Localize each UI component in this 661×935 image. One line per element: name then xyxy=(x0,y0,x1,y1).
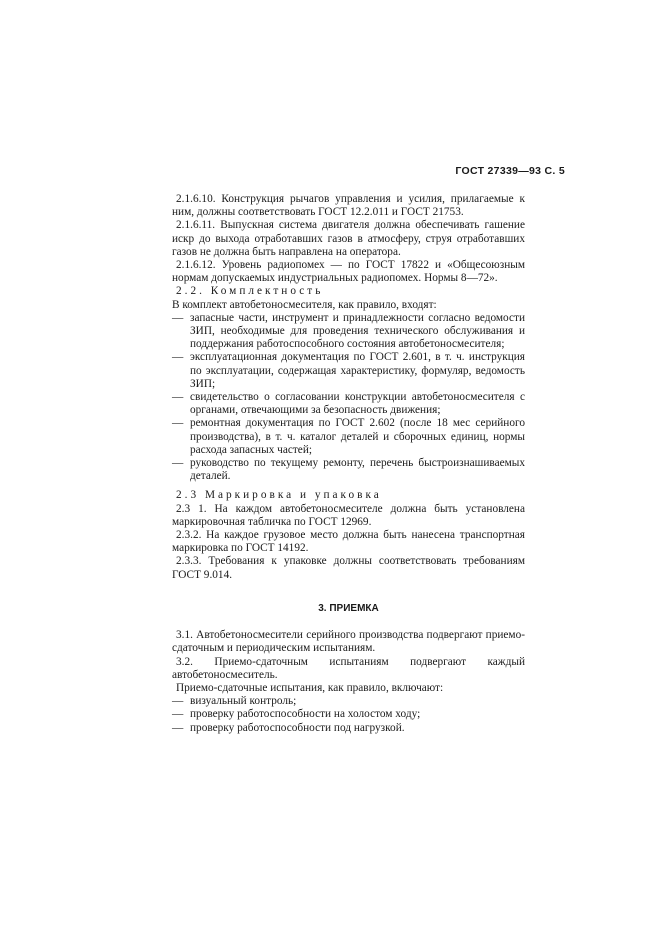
list-item: — проверку работоспособности под нагрузкой. xyxy=(172,722,525,735)
paragraph-3-2: 3.2. Приемо-сдаточным испытаниям подвергают каждый автобетоносмеситель. xyxy=(172,655,525,681)
section-3-intro: Приемо-сдаточные испытания, как правило, включают: xyxy=(176,681,444,694)
section-3-title: 3. ПРИЕМКА xyxy=(318,602,379,614)
paragraph-2-3-3: 2.3.3. Требования к упаковке должны соответствовать требованиям ГОСТ 9.014. xyxy=(172,555,525,581)
paragraph-3-1: 3.1. Автобетоносмесители серийного производства подвергают приемо-сдаточным и периодическим испытаниям. xyxy=(172,629,525,655)
paragraph-2-1-6-10: 2.1.6.10. Конструкция рычагов управления и усилия, прилагаемые к ним, должны соответствовать ГОСТ 12.2.011 и ГОСТ 21753. xyxy=(172,193,525,219)
section-2-2-title: 2.2. Комплектность xyxy=(176,285,324,298)
list-item: — запасные части, инструмент и принадлежности согласно ведомости ЗИП, необходимые для проведения технического обслуживания и поддержания работоспособного состояния автобетоносмесителя; xyxy=(172,312,525,352)
list-item: — визуальный контроль; xyxy=(172,695,525,708)
list-item: — ремонтная документация по ГОСТ 2.602 (после 18 мес серийного производства), в т. ч. каталог деталей и сборочных единиц, нормы расхода запасных частей; xyxy=(172,417,525,457)
paragraph-2-3-2: 2.3.2. На каждое грузовое место должна быть нанесена транспортная маркировка по ГОСТ 14192. xyxy=(172,529,525,555)
paragraph-2-1-6-12: 2.1.6.12. Уровень радиопомех — по ГОСТ 17822 и «Общесоюзным нормам допускаемых индустриальных радиопомех. Нормы 8—72». xyxy=(172,259,525,285)
section-2-2-list xyxy=(172,312,525,484)
list-item: — эксплуатационная документация по ГОСТ 2.601, в т. ч. инструкция по эксплуатации, содержащая характеристику, формуляр, ведомость ЗИП; xyxy=(172,351,525,391)
page-header: ГОСТ 27339—93 С. 5 xyxy=(455,165,565,177)
list-item: — свидетельство о согласовании конструкции автобетоносмесителя с органами, отвечающими за безопасность движения; xyxy=(172,391,525,417)
section-2-2-intro: В комплект автобетоносмесителя, как правило, входят: xyxy=(172,298,437,311)
paragraph-2-1-6-11: 2.1.6.11. Выпускная система двигателя должна обеспечивать гашение искр до выхода отработавших газов в атмосферу, струя отработавших газов не должна быть направлена на оператора. xyxy=(172,219,525,258)
document-body xyxy=(172,193,525,735)
paragraph-2-3-1: 2.3 1. На каждом автобетоносмесителе должна быть установлена маркировочная табличка по ГОСТ 12969. xyxy=(172,502,525,528)
list-item: — руководство по текущему ремонту, перечень быстроизнашиваемых деталей. xyxy=(172,457,525,483)
section-2-3-title: 2.3 Маркировка и упаковка xyxy=(176,489,382,502)
list-item: — проверку работоспособности на холостом ходу; xyxy=(172,708,525,721)
section-3-list xyxy=(172,695,525,735)
